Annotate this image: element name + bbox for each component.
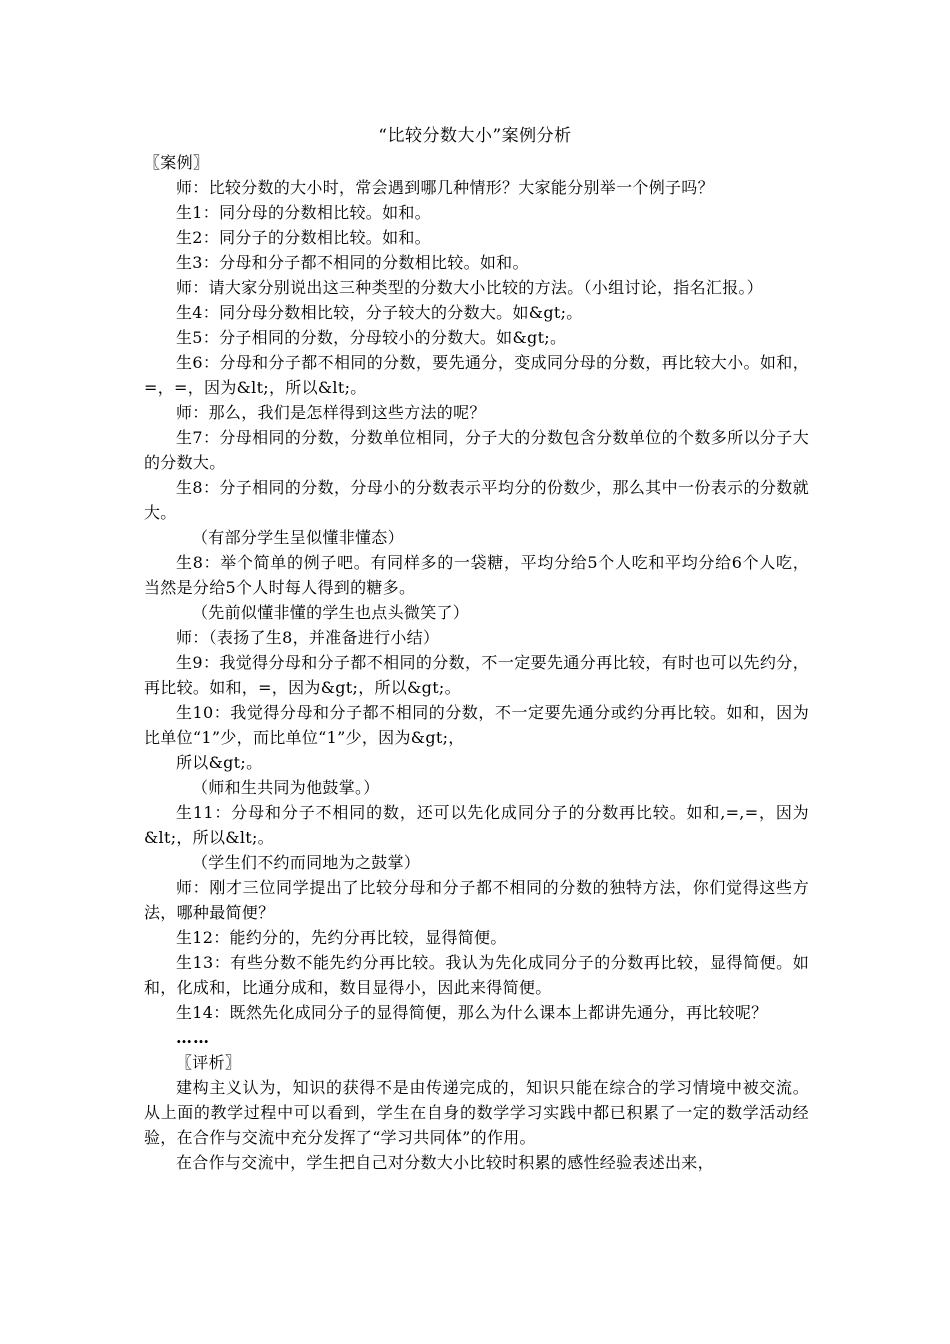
dialogue-line: 师：（表扬了生8，并准备进行小结） bbox=[176, 628, 440, 647]
stage-note: （师和生共同为他鼓掌。） bbox=[192, 778, 380, 797]
dialogue-line: 所以&gt;。 bbox=[176, 753, 263, 772]
dialogue-line: 师：比较分数的大小时，常会遇到哪几种情形？大家能分别举一个例子吗？ bbox=[176, 178, 714, 197]
dialogue-line: 生10：我觉得分母和分子都不相同的分数，不一定要先通分或约分再比较。如和，因为比单位“1”少，而比单位“1”少，因为&gt;， bbox=[144, 703, 809, 747]
analysis-paragraph: 在合作与交流中，学生把自己对分数大小比较时积累的感性经验表述出来， bbox=[176, 1153, 714, 1172]
dialogue-line: 生2：同分子的分数相比较。如和。 bbox=[176, 228, 431, 247]
dialogue-line: 师：那么，我们是怎样得到这些方法的呢？ bbox=[176, 403, 486, 422]
dialogue-line: 生11：分母和分子不相同的数，还可以先化成同分子的分数再比较。如和,=,=，因为&lt;，所以&lt;。 bbox=[144, 803, 809, 847]
dialogue-line: 师：刚才三位同学提出了比较分母和分子都不相同的分数的独特方法，你们觉得这些方法，哪种最简便？ bbox=[144, 878, 809, 922]
dialogue-line: 生8：分子相同的分数，分母小的分数表示平均分的份数少，那么其中一份表示的分数就大。 bbox=[144, 478, 809, 522]
case-heading: 〖案例〗 bbox=[144, 153, 210, 172]
document-body bbox=[144, 150, 809, 1175]
stage-note: （学生们不约而同地为之鼓掌） bbox=[192, 853, 421, 872]
dialogue-line: 生7：分母相同的分数，分数单位相同，分子大的分数包含分数单位的个数多所以分子大的分数大。 bbox=[144, 428, 809, 472]
analysis-heading: 〖评析〗 bbox=[176, 1053, 242, 1072]
dialogue-line: 师：请大家分别说出这三种类型的分数大小比较的方法。（小组讨论，指名汇报。） bbox=[176, 278, 764, 297]
dialogue-line: 生3：分母和分子都不相同的分数相比较。如和。 bbox=[176, 253, 529, 272]
dialogue-line: 生8：举个简单的例子吧。有同样多的一袋糖，平均分给5个人吃和平均分给6个人吃，当然是分给5个人时每人得到的糖多。 bbox=[144, 553, 809, 597]
stage-note: （有部分学生呈似懂非懂态） bbox=[192, 528, 404, 547]
dialogue-line: 生12：能约分的，先约分再比较，显得简便。 bbox=[176, 928, 507, 947]
dialogue-line: 生13：有些分数不能先约分再比较。我认为先化成同分子的分数再比较，显得简便。如和，化成和，比通分成和，数目显得小，因此来得简便。 bbox=[144, 953, 809, 997]
stage-note: （先前似懂非懂的学生也点头微笑了） bbox=[192, 603, 470, 622]
document-title: “比较分数大小”案例分析 bbox=[378, 126, 572, 146]
ellipsis: …… bbox=[176, 1028, 210, 1047]
dialogue-line: 生1：同分母的分数相比较。如和。 bbox=[176, 203, 431, 222]
dialogue-line: 生9：我觉得分母和分子都不相同的分数，不一定要先通分再比较，有时也可以先约分，再比较。如和，=，因为&gt;，所以&gt;。 bbox=[144, 653, 809, 697]
dialogue-line: 生4：同分母分数相比较，分子较大的分数大。如&gt;。 bbox=[176, 303, 583, 322]
analysis-paragraph: 建构主义认为，知识的获得不是由传递完成的，知识只能在综合的学习情境中被交流。从上面的教学过程中可以看到，学生在自身的数学学习实践中都已积累了一定的数学活动经验，在合作与交流中充分发挥了“学习共同体”的作用。 bbox=[144, 1078, 809, 1147]
dialogue-line: 生5：分子相同的分数，分母较小的分数大。如&gt;。 bbox=[176, 328, 567, 347]
dialogue-line: 生14：既然先化成同分子的显得简便，那么为什么课本上都讲先通分，再比较呢？ bbox=[176, 1003, 768, 1022]
dialogue-line: 生6：分母和分子都不相同的分数，要先通分，变成同分母的分数，再比较大小。如和，=，=，因为&lt;，所以&lt;。 bbox=[144, 353, 809, 397]
